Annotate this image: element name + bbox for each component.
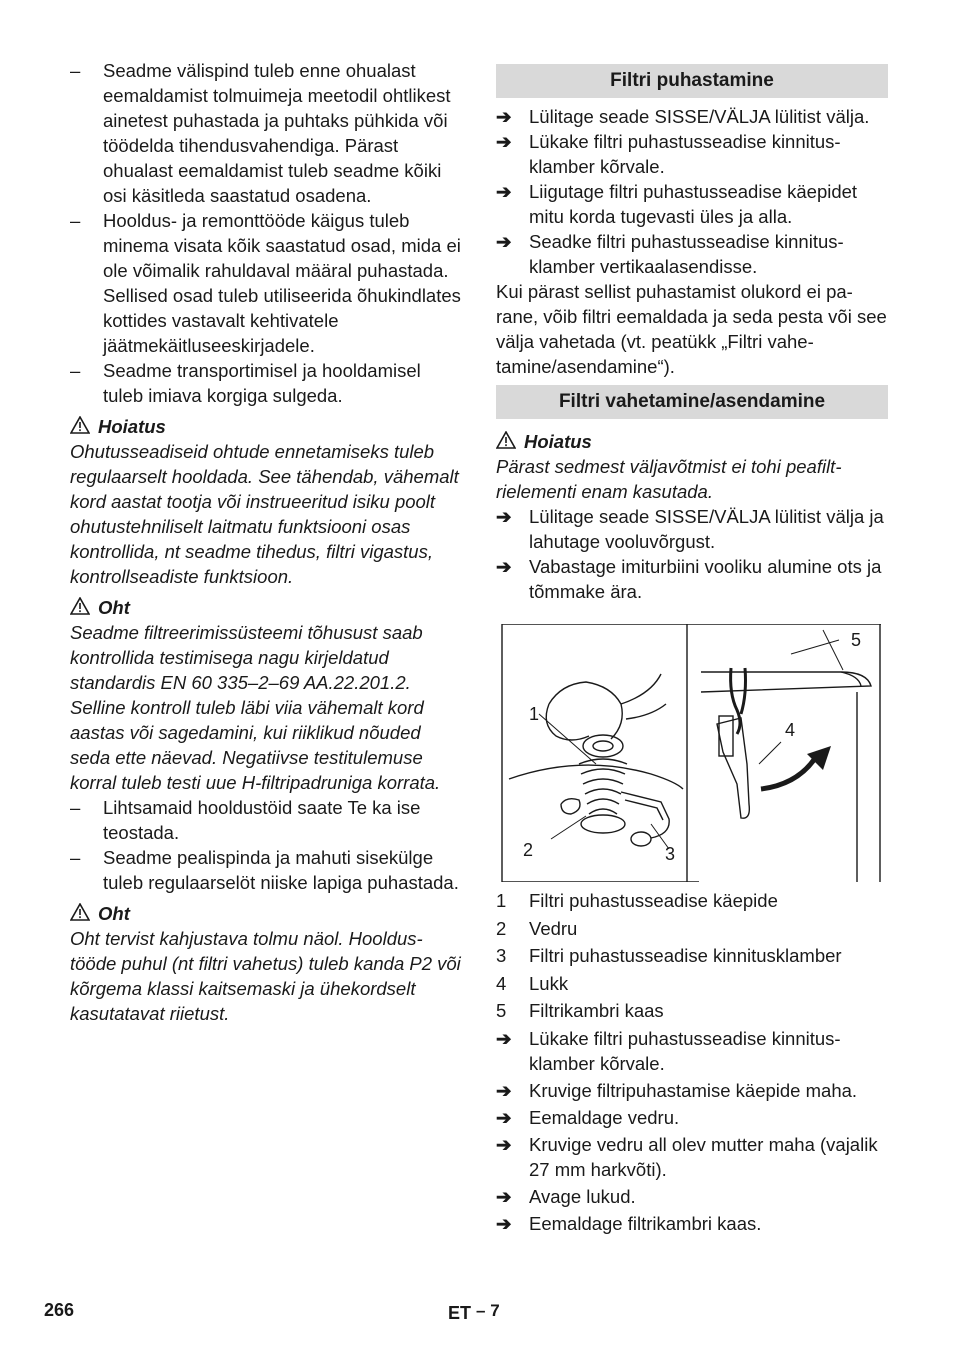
arrow-icon: ➔: [496, 181, 512, 202]
arrow-icon: ➔: [496, 1027, 512, 1049]
legend-item: 2 Vedru: [496, 917, 578, 939]
arrow-icon: ➔: [496, 506, 512, 527]
list-item: – Lihtsamaid hooldustöid saate Te ka ise teostada.: [70, 797, 421, 843]
figure-label-3: 3: [665, 844, 676, 864]
figure-label-2: 2: [523, 840, 534, 860]
step-item: ➔ Avage lukud.: [496, 1185, 636, 1207]
warning-icon: [496, 431, 516, 449]
warning-icon: [70, 903, 90, 921]
step-item: ➔ Lükake filtri puhastusseadise kinnitusklamber kõrvale.: [496, 131, 841, 177]
step-item: ➔ Vabastage imiturbiini vooliku alumine ots ja tõmmake ära.: [496, 556, 882, 602]
filter-cleaner-figure: [501, 624, 891, 882]
danger-text: Seadme filtreerimissüsteemi tõhusust saab kontrollida testimisega nagu kirjeldatud standardis EN 60 335–2–69 AA.22.201.2. Selline kontroll tuleb läbi viia vähemalt kord aastas või sagedamini, kui riiklikud nõuded seda ette näevad. Negatiivse testitulemuse korral tuleb testi uue H-filtripadruniga korrata.: [70, 622, 441, 793]
section-heading: Filtri puhastamine: [496, 64, 888, 98]
list-item: – Seadme pealispinda ja mahuti sisekülge tuleb regulaarselöt niiske lapiga puhastada.: [70, 847, 459, 893]
arrow-icon: ➔: [496, 231, 512, 252]
legend-item: 3 Filtri puhastusseadise kinnitusklamber: [496, 945, 842, 966]
list-2: [70, 795, 462, 895]
figure-label-4: 4: [785, 720, 796, 740]
step-item: ➔ Lükake filtri puhastusseadise kinnitusklamber kõrvale.: [496, 1027, 841, 1074]
step-item: ➔ Eemaldage vedru.: [496, 1106, 680, 1128]
arrow-icon: ➔: [496, 1185, 512, 1207]
legend-item: 5 Filtrikambri kaas: [496, 1000, 664, 1021]
step-item: ➔ Kruvige vedru all olev mutter maha (vajalik 27 mm harkvõti).: [496, 1133, 878, 1180]
step-item: ➔ Kruvige filtripuhastamise käepide maha.: [496, 1079, 858, 1101]
figure-label-5: 5: [851, 630, 862, 650]
warning-text: Ohutusseadiseid ohtude ennetamiseks tuleb regulaarselt hooldada. See tähendab, vähemalt kord aastat tootja või instrueeritud isiku poolt ohutustehniliselt laitmatu funktsiooni osas kontrollida, nt seadme tihedus, filtri vigastus, kontrollseadiste funktsioon.: [70, 441, 459, 587]
step-item: ➔ Seadke filtri puhastusseadise kinnitusklamber vertikaalasendisse.: [496, 231, 844, 277]
language-code: ET – 7: [448, 1301, 500, 1323]
arrow-icon: ➔: [496, 556, 512, 577]
list-item: – Hooldus- ja remonttööde käigus tuleb minema visata kõik saastatud osad, mida ei ole võimalik rahuldaval määral puhastada. Sellised osad tuleb utiliseerida õhukindlates kottides vastavalt kehtivatele jäätmekäitluseeskirjadele.: [70, 210, 461, 356]
legend-item: 4 Lukk: [496, 972, 569, 994]
step-item: ➔ Eemaldage filtrikambri kaas.: [496, 1212, 762, 1234]
warning-text: Pärast sedmest väljavõtmist ei tohi peafiltrielementi enam kasutada.: [496, 456, 842, 502]
legend-item: 1 Filtri puhastusseadise käepide: [496, 890, 778, 911]
figure-label-1: 1: [529, 704, 540, 724]
list-1: [70, 58, 462, 408]
figure-legend: [496, 888, 888, 1026]
page-number: 266: [44, 1300, 75, 1320]
arrow-icon: ➔: [496, 1106, 512, 1128]
danger-heading: Oht: [70, 901, 462, 926]
step-item: ➔ Lülitage seade SISSE/VÄLJA lülitist välja ja lahutage vooluvõrgust.: [496, 506, 884, 552]
list-item: – Seadme välispind tuleb enne ohualast eemaldamist tolmuimeja meetodil ohtlikest ainetest puhastada ja puhtaks pühkida või töödelda tihendusvahendiga. Pärast ohualast eemaldamist tuleb seadme kõiki osi käsitleda saastatud osadena.: [70, 60, 451, 206]
danger-heading: Oht: [70, 595, 462, 620]
paragraph: Kui pärast sellist puhastamist olukord ei parane, võib filtri eemaldada ja seda pesta või see välja vahetada (vt. peatükk „Filtri vahetamine/asendamine“).: [496, 281, 887, 377]
warning-heading: Hoiatus: [70, 414, 462, 439]
arrow-icon: ➔: [496, 131, 512, 152]
arrow-icon: ➔: [496, 1212, 512, 1234]
warning-heading: Hoiatus: [496, 429, 888, 454]
step-item: ➔ Lülitage seade SISSE/VÄLJA lülitist välja.: [496, 106, 870, 127]
steps-3: [496, 1026, 888, 1236]
right-column: [496, 64, 888, 1236]
warning-icon: [70, 416, 90, 434]
warning-icon: [70, 597, 90, 615]
arrow-icon: ➔: [496, 1133, 512, 1155]
arrow-icon: ➔: [496, 106, 512, 127]
section-heading: Filtri vahetamine/asendamine: [496, 385, 888, 419]
filter-illustration: [501, 624, 891, 882]
list-item: – Seadme transportimisel ja hooldamisel tuleb imiava korgiga sulgeda.: [70, 360, 421, 406]
left-column: [70, 58, 462, 1026]
danger-text: Oht tervist kahjustava tolmu näol. Hooldustööde puhul (nt filtri vahetus) tuleb kanda P2 või kõrgema klassi kaitsemaski ja ühekordselt kasutatavat riietust.: [70, 928, 461, 1024]
step-item: ➔ Liigutage filtri puhastusseadise käepidet mitu korda tugevasti üles ja alla.: [496, 181, 858, 227]
arrow-icon: ➔: [496, 1079, 512, 1101]
